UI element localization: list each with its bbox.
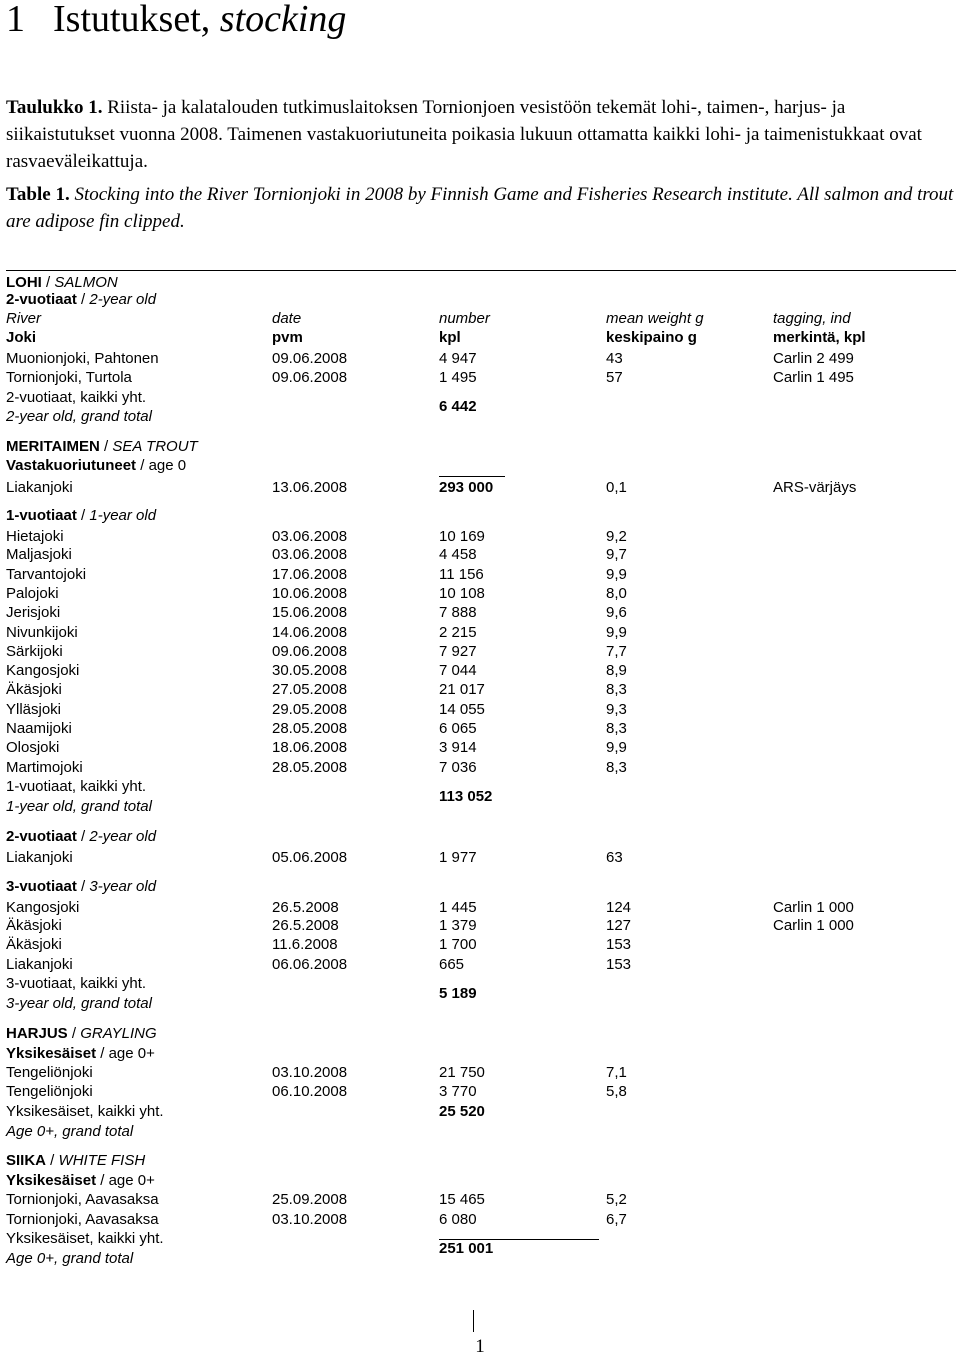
table-row xyxy=(6,661,956,681)
section-title-salmon: LOHI / SALMON xyxy=(6,274,118,291)
cell-date: 09.06.2008 xyxy=(272,350,348,367)
total-value-trout-1y xyxy=(6,787,956,807)
table-row xyxy=(6,916,956,936)
table-row xyxy=(6,349,956,369)
cell-weight: 9,9 xyxy=(606,739,627,756)
cell-date: 29.05.2008 xyxy=(272,701,348,718)
caption-fi-label: Taulukko 1. xyxy=(6,97,103,118)
cell-tagging: ARS-värjäys xyxy=(773,479,857,496)
section-title-whitefish: SIIKA / WHITE FISH xyxy=(6,1152,146,1169)
cell-river: Liakanjoki xyxy=(6,849,73,866)
cell-number: 1 495 xyxy=(439,369,477,386)
cell-date: 06.10.2008 xyxy=(272,1083,348,1100)
cell-weight: 153 xyxy=(606,956,632,973)
cell-river: Kangosjoki xyxy=(6,662,80,679)
header-merkinta: merkintä, kpl xyxy=(773,329,866,346)
table-row xyxy=(6,719,956,739)
table-row xyxy=(6,565,956,585)
cell-number: 1 379 xyxy=(439,917,477,934)
group-title-salmon-2y: 2-vuotiaat / 2-year old xyxy=(6,291,157,308)
cell-number: 2 215 xyxy=(439,624,477,641)
cell-date: 18.06.2008 xyxy=(272,739,348,756)
total-value: 25 520 xyxy=(439,1103,485,1120)
grayling-title-fi: HARJUS xyxy=(6,1025,68,1042)
cell-river: Palojoki xyxy=(6,585,59,602)
table-row xyxy=(6,848,956,868)
caption-en-text: Stocking into the River Tornionjoki in 2008 by Finnish Game and Fisheries Research institute. All salmon and trout are adipose fin clipped. xyxy=(6,184,954,232)
cell-weight: 5,2 xyxy=(606,1191,627,1208)
cell-weight: 5,8 xyxy=(606,1083,627,1100)
trout-title-en: SEA TROUT xyxy=(112,438,198,455)
table-row xyxy=(6,478,956,498)
total-label-en xyxy=(6,1122,956,1142)
total-en-text: Age 0+, grand total xyxy=(6,1250,134,1267)
header-mean-weight: mean weight g xyxy=(606,310,704,327)
table-row xyxy=(6,1063,956,1083)
cell-river: Hietajoki xyxy=(6,528,64,545)
page-footer xyxy=(0,1336,960,1358)
trout-age3-en: 3-year old xyxy=(89,878,157,895)
whitefish-group-en: age 0+ xyxy=(108,1172,155,1189)
cell-river: Liakanjoki xyxy=(6,479,73,496)
heading-number: 1 xyxy=(6,0,25,40)
cell-tagging: Carlin 1 495 xyxy=(773,369,854,386)
trout-age1-fi: 1-vuotiaat xyxy=(6,507,77,524)
column-headers-en xyxy=(6,309,956,329)
table-row xyxy=(6,700,956,720)
cell-date: 03.06.2008 xyxy=(272,546,348,563)
cell-river: Särkijoki xyxy=(6,643,63,660)
cell-number: 10 169 xyxy=(439,528,485,545)
trout-age3-fi: 3-vuotiaat xyxy=(6,878,77,895)
table-row xyxy=(6,545,956,565)
table-row xyxy=(6,680,956,700)
cell-number: 6 080 xyxy=(439,1211,477,1228)
cell-river: Äkäsjoki xyxy=(6,917,62,934)
total-fi-text: 3-vuotiaat, kaikki yht. xyxy=(6,975,147,992)
trout-age0-en: age 0 xyxy=(148,457,187,474)
cell-weight: 9,3 xyxy=(606,701,627,718)
cell-river: Kangosjoki xyxy=(6,899,80,916)
cell-date: 03.10.2008 xyxy=(272,1064,348,1081)
caption-en-label: Table 1. xyxy=(6,184,70,205)
cell-river: Olosjoki xyxy=(6,739,60,756)
cell-weight: 8,3 xyxy=(606,681,627,698)
heading-italic: stocking xyxy=(219,0,347,40)
group-title-trout-2y: 2-vuotiaat / 2-year old xyxy=(6,828,157,845)
table-row xyxy=(6,368,956,388)
total-fi-text: Yksikesäiset, kaikki yht. xyxy=(6,1230,164,1247)
header-date: date xyxy=(272,310,302,327)
cell-weight: 9,9 xyxy=(606,624,627,641)
section-title-trout: MERITAIMEN / SEA TROUT xyxy=(6,438,198,455)
cell-tagging: Carlin 1 000 xyxy=(773,899,854,916)
cell-river: Jerisjoki xyxy=(6,604,61,621)
table-row xyxy=(6,642,956,662)
table-row xyxy=(6,1190,956,1210)
trout-age2-fi: 2-vuotiaat xyxy=(6,828,77,845)
cell-date: 11.6.2008 xyxy=(272,936,338,953)
total-value-trout-3y xyxy=(6,984,956,1004)
cell-number: 3 914 xyxy=(439,739,477,756)
heading-text: Istutukset, xyxy=(53,0,220,40)
grayling-group-en: age 0+ xyxy=(108,1045,155,1062)
total-value: 251 001 xyxy=(439,1240,494,1257)
table-row xyxy=(6,603,956,623)
cell-number: 6 065 xyxy=(439,720,477,737)
cell-river: Äkäsjoki xyxy=(6,936,62,953)
total-en-text: 3-year old, grand total xyxy=(6,995,152,1012)
cell-date: 03.06.2008 xyxy=(272,528,348,545)
table-row xyxy=(6,955,956,975)
cell-number: 1 977 xyxy=(439,849,477,866)
cell-number: 11 156 xyxy=(439,566,484,583)
header-joki: Joki xyxy=(6,329,37,346)
cell-date: 09.06.2008 xyxy=(272,643,348,660)
group-title-trout-1y: 1-vuotiaat / 1-year old xyxy=(6,507,157,524)
whitefish-title-fi: SIIKA xyxy=(6,1152,47,1169)
cell-weight: 8,9 xyxy=(606,662,627,679)
group-title-grayling: Yksikesäiset / age 0+ xyxy=(6,1045,155,1062)
cell-weight: 7,1 xyxy=(606,1064,627,1081)
cell-number: 1 700 xyxy=(439,936,477,953)
cell-date: 14.06.2008 xyxy=(272,624,348,641)
cell-river: Maljasjoki xyxy=(6,546,72,563)
total-value: 5 189 xyxy=(439,985,477,1002)
table-row xyxy=(6,898,956,918)
cell-river: Tengeliönjoki xyxy=(6,1083,93,1100)
cell-weight: 7,7 xyxy=(606,643,627,660)
cell-river: Ylläsjoki xyxy=(6,701,62,718)
total-value-salmon xyxy=(6,397,956,417)
header-kpl: kpl xyxy=(439,329,461,346)
cell-river: Nivunkijoki xyxy=(6,624,78,641)
cell-weight: 9,6 xyxy=(606,604,627,621)
cell-tagging: Carlin 2 499 xyxy=(773,350,854,367)
total-value: 113 052 xyxy=(439,788,493,805)
total-en-text: 1-year old, grand total xyxy=(6,798,152,815)
whitefish-group-fi: Yksikesäiset xyxy=(6,1172,97,1189)
cell-date: 05.06.2008 xyxy=(272,849,348,866)
table-row xyxy=(6,738,956,758)
cell-top-border xyxy=(439,1239,599,1240)
salmon-group-en: 2-year old xyxy=(89,291,157,308)
table-row xyxy=(6,584,956,604)
cell-weight: 0,1 xyxy=(606,479,627,496)
cell-date: 06.06.2008 xyxy=(272,956,348,973)
cell-date: 17.06.2008 xyxy=(272,566,348,583)
cell-river: Tornionjoki, Aavasaksa xyxy=(6,1191,159,1208)
section-title-grayling: HARJUS / GRAYLING xyxy=(6,1025,157,1042)
cell-weight: 57 xyxy=(606,369,623,386)
total-label-fi xyxy=(6,1102,956,1122)
cell-number: 7 036 xyxy=(439,759,477,776)
caption-fi-text: Riista- ja kalatalouden tutkimuslaitoksen Tornionjoen vesistöön tekemät lohi-, taimen-, harjus- ja siikaistutukset vuonna 2008. Taimenen vastakuoriutuneita poikasia lukuun ottamatta kaikki lohi- ja taimenistukkaat ovat rasvaeväleikattuja. xyxy=(6,97,922,172)
cell-weight: 8,3 xyxy=(606,759,627,776)
salmon-group-fi: 2-vuotiaat xyxy=(6,291,77,308)
cell-weight: 8,0 xyxy=(606,585,627,602)
cell-date: 13.06.2008 xyxy=(272,479,348,496)
cell-number: 10 108 xyxy=(439,585,485,602)
cell-weight: 9,9 xyxy=(606,566,627,583)
group-title-whitefish: Yksikesäiset / age 0+ xyxy=(6,1172,155,1189)
cell-river: Liakanjoki xyxy=(6,956,73,973)
cell-weight: 9,2 xyxy=(606,528,627,545)
cell-number: 7 888 xyxy=(439,604,477,621)
trout-age0-fi: Vastakuoriutuneet xyxy=(6,457,137,474)
cell-number: 7 044 xyxy=(439,662,477,679)
grayling-group-fi: Yksikesäiset xyxy=(6,1045,97,1062)
page-heading xyxy=(6,0,346,42)
header-pvm: pvm xyxy=(272,329,303,346)
cell-top-border xyxy=(439,476,505,477)
salmon-title-en: SALMON xyxy=(54,274,118,291)
cell-tagging: Carlin 1 000 xyxy=(773,917,854,934)
cell-weight: 124 xyxy=(606,899,632,916)
cell-weight: 43 xyxy=(606,350,623,367)
total-fi-text: 2-vuotiaat, kaikki yht. xyxy=(6,389,147,406)
total-fi-text: 1-vuotiaat, kaikki yht. xyxy=(6,778,147,795)
cell-weight: 6,7 xyxy=(606,1211,627,1228)
cell-weight: 153 xyxy=(606,936,632,953)
cell-number: 4 947 xyxy=(439,350,477,367)
group-title-trout-age0: Vastakuoriutuneet / age 0 xyxy=(6,457,187,474)
cell-date: 10.06.2008 xyxy=(272,585,348,602)
column-headers-fi xyxy=(6,328,956,348)
total-en-text: 2-year old, grand total xyxy=(6,408,152,425)
cell-river: Martimojoki xyxy=(6,759,83,776)
cell-date: 25.09.2008 xyxy=(272,1191,348,1208)
grayling-title-en: GRAYLING xyxy=(80,1025,157,1042)
total-en-text: Age 0+, grand total xyxy=(6,1123,134,1140)
cell-river: Tornionjoki, Aavasaksa xyxy=(6,1211,159,1228)
cell-date: 28.05.2008 xyxy=(272,720,348,737)
cell-number: 665 xyxy=(439,956,465,973)
cell-date: 26.5.2008 xyxy=(272,917,339,934)
footer-divider xyxy=(473,1310,474,1332)
table-row xyxy=(6,527,956,547)
cell-river: Naamijoki xyxy=(6,720,72,737)
table-row xyxy=(6,1082,956,1102)
cell-weight: 63 xyxy=(606,849,623,866)
trout-age1-en: 1-year old xyxy=(89,507,157,524)
cell-number: 14 055 xyxy=(439,701,485,718)
cell-number: 21 017 xyxy=(439,681,485,698)
cell-river: Tarvantojoki xyxy=(6,566,87,583)
cell-number: 15 465 xyxy=(439,1191,485,1208)
cell-date: 15.06.2008 xyxy=(272,604,348,621)
header-number: number xyxy=(439,310,490,327)
total-fi-text: Yksikesäiset, kaikki yht. xyxy=(6,1103,164,1120)
salmon-title-fi: LOHI xyxy=(6,274,42,291)
table-row xyxy=(6,758,956,778)
cell-weight: 8,3 xyxy=(606,720,627,737)
cell-number: 4 458 xyxy=(439,546,477,563)
trout-title-fi: MERITAIMEN xyxy=(6,438,100,455)
total-value-whitefish xyxy=(6,1239,956,1259)
table-row xyxy=(6,1210,956,1230)
table-row xyxy=(6,935,956,955)
caption-finnish xyxy=(6,94,954,175)
header-keskipaino: keskipaino g xyxy=(606,329,697,346)
cell-river: Äkäsjoki xyxy=(6,681,62,698)
whitefish-title-en: WHITE FISH xyxy=(58,1152,146,1169)
cell-date: 09.06.2008 xyxy=(272,369,348,386)
trout-age2-en: 2-year old xyxy=(89,828,157,845)
total-value: 6 442 xyxy=(439,398,477,415)
cell-date: 27.05.2008 xyxy=(272,681,348,698)
cell-date: 03.10.2008 xyxy=(272,1211,348,1228)
page-number: 1 xyxy=(475,1336,485,1357)
cell-river: Muonionjoki, Pahtonen xyxy=(6,350,159,367)
cell-weight: 127 xyxy=(606,917,632,934)
cell-weight: 9,7 xyxy=(606,546,627,563)
table-top-rule xyxy=(6,270,956,271)
cell-river: Tornionjoki, Turtola xyxy=(6,369,132,386)
cell-number: 293 000 xyxy=(439,479,494,496)
group-title-trout-3y: 3-vuotiaat / 3-year old xyxy=(6,878,157,895)
cell-number: 1 445 xyxy=(439,899,477,916)
caption-english xyxy=(6,181,954,235)
header-tagging: tagging, ind xyxy=(773,310,851,327)
cell-date: 26.5.2008 xyxy=(272,899,339,916)
cell-date: 28.05.2008 xyxy=(272,759,348,776)
cell-river: Tengeliönjoki xyxy=(6,1064,93,1081)
cell-number: 3 770 xyxy=(439,1083,477,1100)
cell-number: 21 750 xyxy=(439,1064,485,1081)
header-river: River xyxy=(6,310,42,327)
table-row xyxy=(6,623,956,643)
cell-number: 7 927 xyxy=(439,643,477,660)
cell-date: 30.05.2008 xyxy=(272,662,348,679)
